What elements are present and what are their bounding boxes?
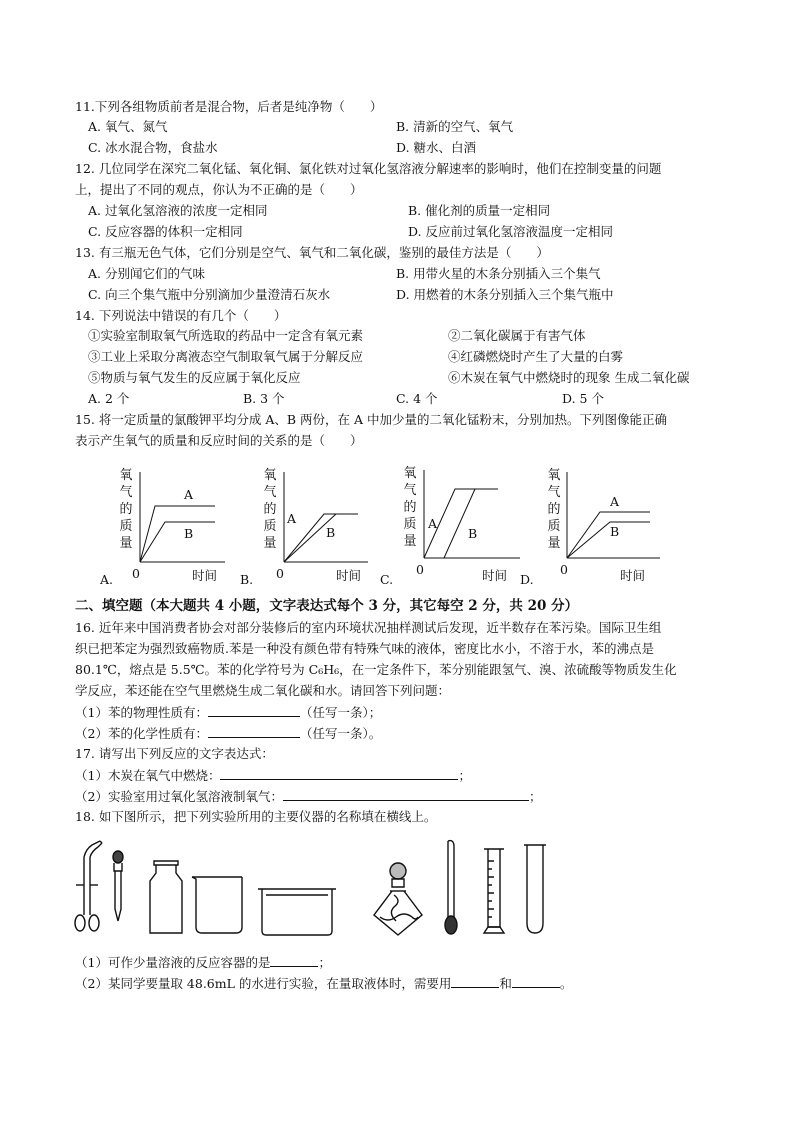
graph-a-curve-a [140,506,215,562]
graph-a[interactable] [100,462,230,587]
graph-a-origin: 0 [132,566,140,581]
q12-option-d[interactable]: D. 反应前过氧化氢溶液温度一定相同 [408,224,614,239]
q13-option-a[interactable]: A. 分别闻它们的气味 [88,266,205,281]
graph-b-label-a: A [287,511,297,526]
alcohol-lamp-icon [374,863,422,935]
dropper-icon [113,851,123,921]
graph-d-xlabel: 时间 [620,568,646,583]
graph-d[interactable] [520,462,665,587]
q18-sub1 [75,952,331,973]
graph-c-curve-b [444,489,478,558]
q17-stem: 17. 请写出下列反应的文字表达式： [75,746,274,761]
graph-a-curve-b [140,522,215,562]
graduated-cylinder-icon [484,849,504,933]
graph-d-letter: D. [520,572,534,587]
graph-b-label-b: B [326,525,336,540]
q18-sub1-label: （1）可作少量溶液的反应容器的是 [75,955,271,970]
q14-item-4: ④红磷燃烧时产生了大量的白雾 [448,349,624,364]
q16-line3: 80.1℃，熔点是 5.5℃。苯的化学符号为 C₆H₆，在一定条件下，苯分别能跟氢气、溴、浓硫酸等物质发生化 [75,662,677,677]
graph-a-ylabel: 氧 气 的 质 量 [119,468,133,551]
q13-option-c[interactable]: C. 向三个集气瓶中分别滴加少量澄清石灰水 [88,287,331,302]
q14-item-2: ②二氧化碳属于有害气体 [448,328,586,343]
q12-option-c[interactable]: C. 反应容器的体积一定相同 [88,224,243,239]
q16-sub2-suffix: （任写一条）。 [299,726,382,741]
graph-d-label-b: B [610,524,620,539]
q18-sub2-blank1[interactable] [451,973,499,988]
trough-icon [258,889,336,935]
q11-option-a[interactable]: A. 氧气、氮气 [88,119,168,134]
q18-sub2-label: （2）某同学要量取 48.6mL 的水进行实验，在量取液体时，需要用 [75,976,452,991]
q14-item-5: ⑤物质与氧气发生的反应属于氧化反应 [88,370,301,385]
q16-line1: 16. 近年来中国消费者协会对部分装修后的室内环境状况抽样测试后发现，近半数存在苯污染。国际卫生组 [75,620,662,635]
q17-sub2-blank[interactable] [283,786,529,801]
graph-c-label-b: B [468,526,478,541]
graph-d-ylabel: 氧 气 的 质 量 [547,468,561,551]
section2-title: 二、填空题（本大题共 4 小题，文字表达式每个 3 分，其它每空 2 分，共 20 分） [75,598,579,614]
q16-line4: 学反应，苯还能在空气里燃烧生成二氧化碳和水。请回答下列问题： [75,683,451,698]
q16-sub2-label: （2）苯的化学性质有： [75,726,208,741]
test-tube-icon [524,845,546,933]
q17-sub1 [75,765,471,786]
q12-option-a[interactable]: A. 过氧化氢溶液的浓度一定相同 [88,203,268,218]
graph-c-xlabel: 时间 [482,568,508,583]
q18-sub1-suffix: ； [318,955,331,970]
q14-item-1: ①实验室制取氧气所选取的药品中一定含有氧元素 [88,328,364,343]
q18-sub1-blank[interactable] [270,952,318,967]
q11-option-d[interactable]: D. 糖水、白酒 [396,140,477,155]
q11-stem: 11.下列各组物质前者是混合物，后者是纯净物（ ） [75,99,383,114]
q12-option-b[interactable]: B. 催化剂的质量一定相同 [408,203,551,218]
q17-sub1-suffix: ； [458,768,471,783]
graph-c-label-a: A [428,516,438,531]
q16-sub1-blank[interactable] [208,702,300,717]
instrument-row [70,835,730,940]
q16-sub2 [75,723,381,744]
crucible-tongs-icon [75,841,102,931]
graph-c-origin: 0 [416,562,424,577]
q17-sub1-label: （1）木炭在氧气中燃烧： [75,768,221,783]
q17-sub2-label: （2）实验室用过氧化氢溶液制氧气： [75,789,283,804]
q18-sub2-suffix: 。 [559,976,573,991]
q18-sub2 [75,973,572,994]
q17-sub1-blank[interactable] [220,765,458,780]
graph-d-origin: 0 [560,562,568,577]
graph-d-label-a: A [610,494,620,509]
q15-stem-line1: 15. 将一定质量的氯酸钾平均分成 A、B 两份，在 A 中加少量的二氧化锰粉末，分别加热。下列图像能正确 [75,412,667,427]
q11-option-b[interactable]: B. 清新的空气、氧气 [396,119,514,134]
q16-sub1-suffix: （任写一条）； [299,705,382,720]
graph-b-ylabel: 氧 气 的 质 量 [263,468,277,551]
q16-sub2-blank[interactable] [208,723,300,738]
graph-b-letter: B. [240,572,254,587]
q14-option-b[interactable]: B. 3 个 [243,391,285,406]
graph-d-curve-a [567,512,650,558]
q11-option-c[interactable]: C. 冰水混合物，食盐水 [88,140,218,155]
medicine-spoon-icon [445,841,457,934]
q13-stem: 13. 有三瓶无色气体，它们分别是空气、氧气和二氧化碳，鉴别的最佳方法是（ ） [75,245,549,260]
q14-stem: 14. 下列说法中错误的有几个（ ） [75,308,287,323]
graph-c[interactable] [380,460,525,587]
graph-a-label-a: A [184,487,194,502]
q16-line2: 织已把苯定为强烈致癌物质.苯是一种没有颜色带有特殊气味的液体，密度比水小，不溶于水，苯的沸点是 [75,641,654,656]
q14-item-6: ⑥木炭在氧气中燃烧时的现象 生成二氧化碳 [448,370,690,385]
q18-sub2-mid: 和 [499,976,512,991]
graph-a-xlabel: 时间 [192,568,218,583]
reagent-bottle-icon [150,861,182,933]
q17-sub2-suffix: ； [528,789,542,804]
graph-a-label-b: B [184,526,194,541]
q14-item-3: ③工业上采取分离液态空气制取氧气属于分解反应 [88,349,364,364]
q16-sub1 [75,702,381,723]
q18-stem: 18. 如下图所示，把下列实验所用的主要仪器的名称填在横线上。 [75,809,437,824]
q15-stem-line2: 表示产生氧气的质量和反应时间的关系的是（ ） [75,433,363,448]
q13-option-d[interactable]: D. 用燃着的木条分别插入三个集气瓶中 [396,287,614,302]
q18-sub2-blank2[interactable] [512,973,560,988]
q14-option-c[interactable]: C. 4 个 [396,391,438,406]
graph-a-letter: A. [100,572,114,587]
graph-c-ylabel: 氧 气 的 质 量 [403,466,417,549]
graph-b-origin: 0 [276,566,284,581]
q13-option-b[interactable]: B. 用带火星的木条分别插入三个集气 [396,266,601,281]
q14-option-d[interactable]: D. 5 个 [562,391,604,406]
q12-stem-line1: 12. 几位同学在深究二氧化锰、氧化铜、氯化铁对过氧化氢溶液分解速率的影响时，他们在控制变量的问题 [75,161,662,176]
beaker-icon [192,877,242,933]
graph-c-letter: C. [380,572,394,587]
q14-option-a[interactable]: A. 2 个 [88,391,130,406]
q12-stem-line2: 上，提出了不同的观点，你认为不正确的是（ ） [75,182,363,197]
graph-b-xlabel: 时间 [336,568,362,583]
q16-sub1-label: （1）苯的物理性质有： [75,705,208,720]
q17-sub2 [75,786,541,807]
graph-b[interactable] [240,462,370,587]
